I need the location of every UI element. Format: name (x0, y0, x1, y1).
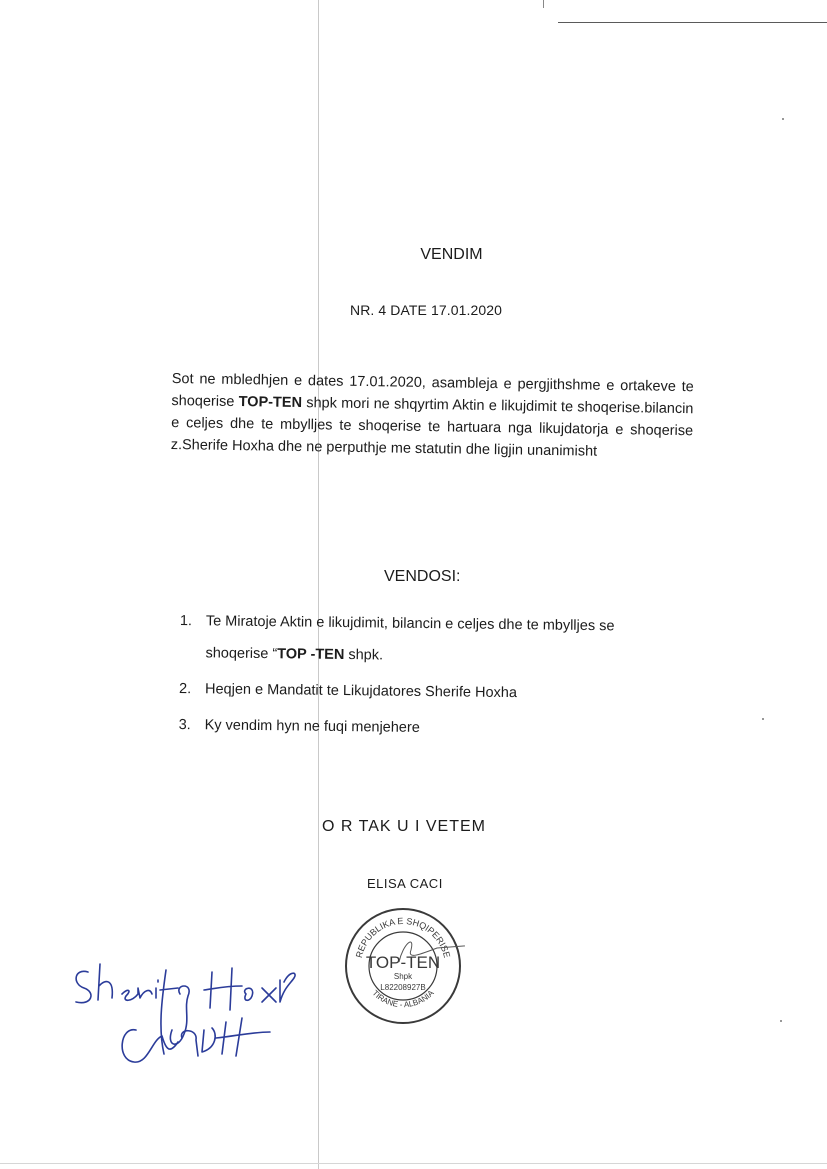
decision-heading: VENDOSI: (384, 568, 461, 585)
intro-text-end: shpk mori ne shqyrtim Aktin e likujdimit te shoqerise.bilancin e celjes dhe te mbylljes te shoqerise te hartuara nga likujdatorja e shoqerise z.Sherife Hoxha dhe ne perputhje me statutin dhe ligjin unanimisht (170, 395, 694, 460)
decision-text-suffix: shpk. (344, 647, 384, 664)
stamp-nipt: L82208927B (380, 983, 426, 992)
scan-artifact-line (558, 22, 827, 23)
document-number-date: NR. 4 DATE 17.01.2020 (350, 302, 503, 318)
decision-list (179, 612, 650, 740)
decision-text: Ky vendim hyn ne fuqi menjehere (204, 717, 420, 736)
decision-item (179, 612, 650, 668)
decision-number: 1. (179, 612, 193, 630)
decision-text: Te Miratoje Aktin e likujdimit, bilancin e celjes dhe te mbylljes se (205, 613, 615, 635)
decision-number: 2. (178, 680, 192, 698)
stamp-company-name: TOP-TEN (365, 953, 441, 972)
scan-artifact-tick (543, 0, 544, 8)
stamp-ring-text-top: REPUBLIKA E SHQIPERISE (353, 915, 453, 959)
page-bottom-edge (0, 1163, 827, 1164)
decision-item (179, 716, 649, 740)
signatory-title: O R TAK U I VETEM (322, 818, 486, 835)
company-stamp (341, 904, 465, 1028)
decision-company-name: TOP -TEN (277, 646, 345, 664)
decision-item (179, 680, 649, 704)
signature-text: Sherife Hoxha (68, 1068, 75, 1069)
decision-text-prefix: shoqerise “ (205, 645, 278, 663)
decision-text: Heqjen e Mandatit te Likujdatores Sherife Hoxha (204, 681, 518, 702)
document-title: VENDIM (420, 246, 483, 263)
stamp-company-type: Shpk (393, 972, 413, 981)
stamp-ring-text-bottom: TIRANE - ALBANIA (370, 988, 436, 1010)
scan-speck (780, 1020, 782, 1022)
decision-number: 3. (178, 716, 191, 734)
handwritten-signature (66, 958, 306, 1070)
scan-speck (762, 718, 764, 720)
intro-text-start: Sot ne mbledhjen e dates 17.01.2020, asambleja e pergjithshme e ortakeve te shoqerise (171, 370, 694, 411)
decision-text-continuation (205, 644, 649, 667)
intro-paragraph (171, 368, 694, 464)
company-name: TOP-TEN (238, 394, 303, 412)
signatory-name: ELISA CACI (367, 876, 443, 891)
scan-speck (782, 118, 784, 120)
scan-fold-line (318, 0, 319, 1169)
